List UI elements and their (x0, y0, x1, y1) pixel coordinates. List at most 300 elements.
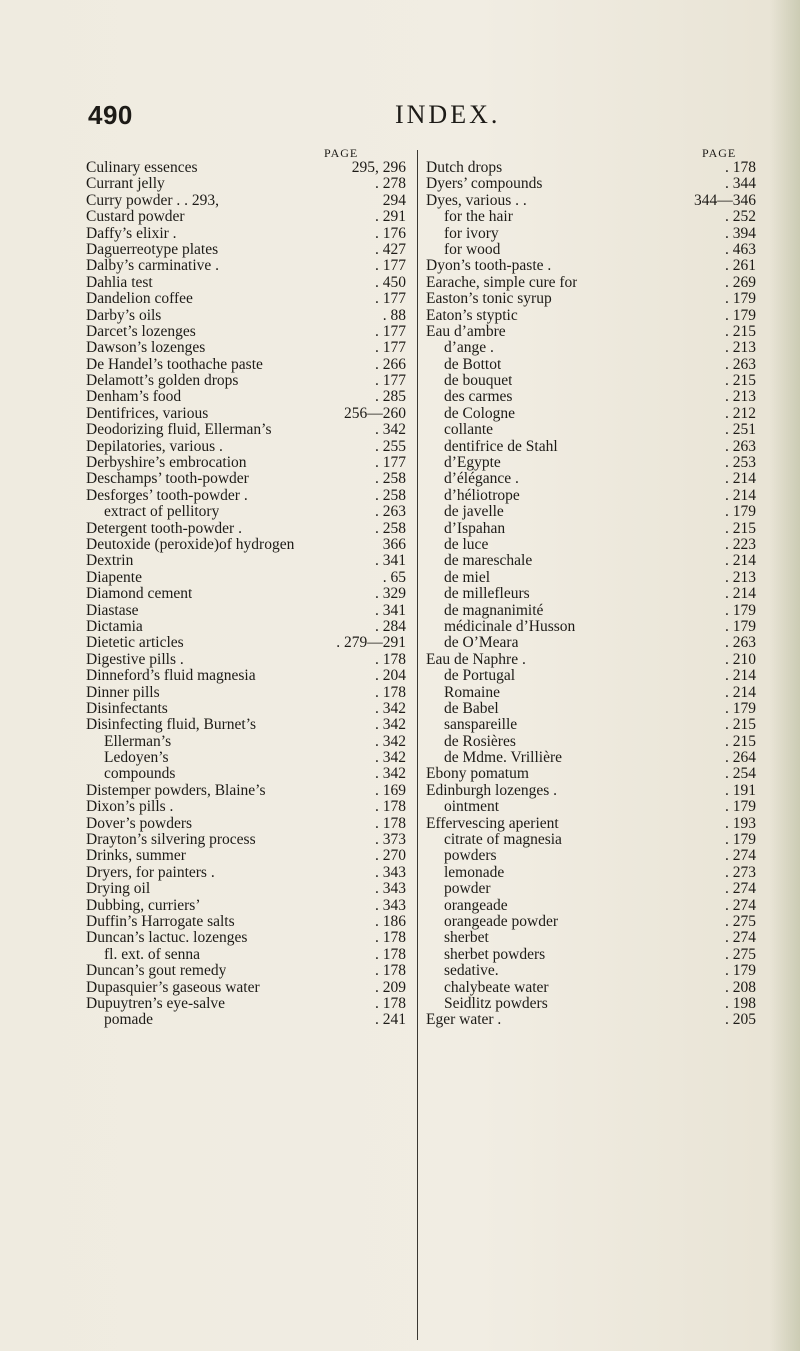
entry-term: de Babel (444, 700, 499, 717)
entry-page: . 179 (725, 290, 756, 308)
index-entry (426, 881, 756, 897)
entry-page: 294 (382, 191, 406, 209)
entry-term: lemonade (444, 864, 505, 881)
entry-page: . 342 (375, 699, 406, 717)
entry-term: Earache, simple cure for (426, 274, 578, 291)
index-entry (86, 504, 406, 520)
entry-term: Desforges’ tooth-powder . (86, 487, 248, 504)
index-entry (426, 488, 756, 504)
entry-term: Dalby’s carminative . (86, 258, 219, 275)
entry-page: . 263 (725, 355, 756, 373)
entry-term: Depilatories, various . (86, 438, 223, 455)
entry-page: . 342 (375, 765, 406, 783)
entry-page: . 179 (725, 798, 756, 816)
index-entry (86, 209, 406, 225)
entry-term: orangeade powder (444, 913, 559, 930)
index-entry (86, 373, 406, 389)
index-entry (426, 439, 756, 455)
entry-page: . 215 (725, 716, 756, 734)
page-label: PAGE (702, 146, 737, 160)
index-entry (426, 963, 756, 979)
entry-page: . 241 (375, 1011, 406, 1029)
index-entry (426, 586, 756, 602)
entry-page: . 213 (725, 388, 756, 406)
entry-page: . 214 (725, 683, 756, 701)
entry-page: . 177 (375, 372, 406, 390)
entry-page: . 343 (375, 880, 406, 898)
entry-page: . 204 (375, 667, 406, 685)
index-entry (426, 422, 756, 438)
entry-page: . 343 (375, 896, 406, 914)
entry-term: Darcet’s lozenges (86, 323, 196, 340)
index-entry (426, 701, 756, 717)
entry-term: Custard powder (86, 209, 185, 226)
index-entry (426, 717, 756, 733)
entry-term: Dictamia (86, 618, 143, 635)
entry-term: Disinfecting fluid, Burnet’s (86, 717, 257, 734)
entry-page: . 177 (375, 454, 406, 472)
index-entry (426, 226, 756, 242)
index-entry (86, 308, 406, 324)
entry-page: . 214 (725, 552, 756, 570)
entry-page: . 178 (725, 159, 756, 176)
entry-term: de Mdme. Vrillière (444, 750, 563, 767)
entry-page: . 214 (725, 470, 756, 488)
running-title: INDEX. (395, 100, 501, 129)
index-entry (86, 521, 406, 537)
entry-term: Dubbing, curriers’ (86, 897, 201, 914)
entry-page: . 209 (375, 978, 406, 996)
entry-term: Dextrin (86, 553, 134, 570)
entry-term: pomade (104, 1012, 154, 1029)
index-entry (86, 963, 406, 979)
entry-term: des carmes (444, 389, 513, 406)
index-entry (86, 914, 406, 930)
index-entry (426, 373, 756, 389)
entry-term: Dyers’ compounds (426, 176, 543, 193)
index-entry (86, 553, 406, 569)
index-entry (426, 980, 756, 996)
index-entry (426, 406, 756, 422)
entry-page: . 212 (725, 404, 756, 422)
entry-page: . 198 (725, 994, 756, 1012)
entry-term: Diapente (86, 569, 142, 586)
entry-page: . 179 (725, 306, 756, 324)
index-entry (426, 619, 756, 635)
index-entry (86, 291, 406, 307)
entry-page: . 215 (725, 732, 756, 750)
entry-term: sherbet powders (444, 946, 546, 963)
entry-list (86, 160, 406, 1029)
entry-term: d’Ispahan (444, 520, 506, 537)
entry-page: . 263 (375, 503, 406, 521)
index-entry (86, 488, 406, 504)
entry-page: . 274 (725, 880, 756, 898)
entry-page: . 179 (725, 503, 756, 521)
entry-page: . 177 (375, 290, 406, 308)
entry-page: . 264 (725, 749, 756, 767)
index-entry (426, 209, 756, 225)
index-entry (426, 668, 756, 684)
entry-term: Dryers, for painters . (86, 864, 215, 881)
entry-term: Eau d’ambre (426, 323, 506, 340)
entry-page: . 178 (375, 798, 406, 816)
entry-page: . 270 (375, 847, 406, 865)
entry-page: . 284 (375, 617, 406, 635)
entry-page: . 254 (725, 765, 756, 783)
entry-term: Dutch drops (426, 160, 503, 176)
entry-page: . 251 (725, 421, 756, 439)
index-entry (426, 324, 756, 340)
index-entry (426, 898, 756, 914)
index-entry (86, 881, 406, 897)
entry-page: . 214 (725, 486, 756, 504)
entry-page: . 253 (725, 454, 756, 472)
index-entry (86, 898, 406, 914)
entry-term: Eaton’s styptic (426, 307, 518, 324)
entry-term: Dyes, various . . (426, 192, 527, 209)
index-entry (426, 242, 756, 258)
entry-term: Dentifrices, various (86, 405, 209, 422)
index-entry (426, 308, 756, 324)
entry-page: . 178 (375, 994, 406, 1012)
index-column-left (86, 146, 406, 1029)
entry-page: . 263 (725, 437, 756, 455)
index-entry (426, 783, 756, 799)
index-entry (426, 521, 756, 537)
entry-page: 344—346 (694, 191, 756, 209)
entry-term: Ebony pomatum (426, 766, 529, 783)
entry-term: for wood (444, 241, 501, 258)
index-entry (426, 471, 756, 487)
entry-page: . 269 (725, 273, 756, 291)
entry-page: . 450 (375, 273, 406, 291)
entry-term: Dahlia test (86, 274, 153, 291)
entry-page: . 342 (375, 732, 406, 750)
entry-page: . 179 (725, 699, 756, 717)
index-entry (426, 160, 756, 176)
entry-term: Duffin’s Harrogate salts (86, 913, 235, 930)
entry-term: Dover’s powders (86, 815, 193, 832)
index-entry (426, 176, 756, 192)
entry-page: . 258 (375, 470, 406, 488)
index-entry (426, 258, 756, 274)
entry-term: Deutoxide (peroxide)of hydrogen (86, 536, 295, 553)
entry-term: Detergent tooth-powder . (86, 520, 242, 537)
page-edge-shadow (770, 0, 800, 1351)
entry-term: Deschamps’ tooth-powder (86, 471, 249, 488)
entry-term: De Handel’s toothache paste (86, 356, 263, 373)
index-entry (426, 537, 756, 553)
entry-page: . 177 (375, 339, 406, 357)
index-entry (426, 291, 756, 307)
entry-term: Duncan’s lactuc. lozenges (86, 930, 248, 947)
entry-term: Curry powder . . 293, (86, 192, 220, 209)
entry-page: . 394 (725, 224, 756, 242)
entry-term: d’ange . (444, 340, 494, 357)
entry-page: . 343 (375, 863, 406, 881)
entry-term: Dandelion coffee (86, 291, 193, 308)
index-entry (86, 455, 406, 471)
index-entry (426, 914, 756, 930)
entry-term: Dawson’s lozenges (86, 340, 206, 357)
entry-term: Duncan’s gout remedy (86, 963, 227, 980)
entry-page: . 223 (725, 535, 756, 553)
index-entry (426, 832, 756, 848)
entry-page: . 252 (725, 208, 756, 226)
entry-term: de Rosières (444, 733, 516, 750)
entry-term: de millefleurs (444, 586, 530, 603)
index-entry (426, 930, 756, 946)
index-entry (86, 668, 406, 684)
index-entry (426, 799, 756, 815)
index-entry (426, 652, 756, 668)
entry-term: ointment (444, 799, 500, 816)
entry-term: de Portugal (444, 668, 516, 685)
entry-term: fl. ext. of senna (104, 946, 200, 963)
entry-page: . 178 (375, 650, 406, 668)
entry-term: citrate of magnesia (444, 832, 562, 849)
index-entry (86, 258, 406, 274)
index-entry (86, 701, 406, 717)
index-entry (426, 570, 756, 586)
index-entry (86, 783, 406, 799)
index-entry (86, 357, 406, 373)
entry-page: . 266 (375, 355, 406, 373)
entry-term: Diamond cement (86, 586, 193, 603)
entry-term: Digestive pills . (86, 651, 184, 668)
entry-page: . 88 (382, 306, 406, 324)
entry-page: . 179 (725, 962, 756, 980)
index-entry (86, 406, 406, 422)
entry-term: sedative. (444, 963, 499, 980)
entry-term: Dietetic articles (86, 635, 184, 652)
index-entry (426, 816, 756, 832)
column-header (86, 146, 406, 160)
index-entry (426, 603, 756, 619)
entry-term: Dixon’s pills . (86, 799, 174, 816)
entry-term: de miel (444, 569, 491, 586)
entry-term: de bouquet (444, 373, 513, 390)
entry-term: de O’Meara (444, 635, 519, 652)
index-entry (86, 717, 406, 733)
entry-term: d’Egypte (444, 455, 501, 472)
index-entry (426, 504, 756, 520)
entry-page: . 278 (375, 175, 406, 193)
entry-page: . 65 (382, 568, 406, 586)
entry-page: . 279—291 (336, 634, 406, 652)
entry-page: . 215 (725, 322, 756, 340)
entry-page: . 291 (375, 208, 406, 226)
index-entry (86, 734, 406, 750)
entry-page: . 329 (375, 585, 406, 603)
entry-term: dentifrice de Stahl (444, 438, 558, 455)
entry-term: Deodorizing fluid, Ellerman’s (86, 422, 272, 439)
entry-page: . 193 (725, 814, 756, 832)
entry-term: Ledoyen’s (104, 750, 169, 767)
index-entry (86, 340, 406, 356)
entry-page: . 186 (375, 912, 406, 930)
entry-term: médicinale d’Husson (444, 618, 576, 635)
page-header (0, 100, 800, 140)
index-entry (86, 422, 406, 438)
entry-page: . 258 (375, 486, 406, 504)
entry-term: compounds (104, 766, 176, 783)
entry-page: . 258 (375, 519, 406, 537)
entry-page: . 273 (725, 863, 756, 881)
entry-term: Eger water . (426, 1012, 502, 1029)
entry-page: . 169 (375, 781, 406, 799)
entry-page: 295, 296 (351, 159, 406, 176)
index-entry (86, 226, 406, 242)
entry-term: Drayton’s silvering process (86, 832, 256, 849)
index-entry (426, 750, 756, 766)
index-entry (86, 439, 406, 455)
entry-page: 256—260 (344, 404, 406, 422)
index-entry (426, 635, 756, 651)
entry-page: . 179 (725, 831, 756, 849)
entry-page: . 176 (375, 224, 406, 242)
entry-page: . 178 (375, 683, 406, 701)
entry-term: Culinary essences (86, 160, 198, 176)
entry-page: . 342 (375, 421, 406, 439)
index-entry (426, 848, 756, 864)
index-entry (86, 652, 406, 668)
entry-term: Drying oil (86, 881, 151, 898)
index-entry (86, 471, 406, 487)
entry-term: de Cologne (444, 405, 516, 422)
entry-list (426, 160, 756, 1029)
entry-term: d’héliotrope (444, 487, 520, 504)
entry-page: . 344 (725, 175, 756, 193)
index-entry (86, 324, 406, 340)
entry-term: de Bottot (444, 356, 502, 373)
entry-page: . 274 (725, 929, 756, 947)
index-entry (86, 619, 406, 635)
index-entry (86, 930, 406, 946)
entry-term: Diastase (86, 602, 139, 619)
index-entry (426, 685, 756, 701)
entry-term: Eau de Naphre . (426, 651, 526, 668)
index-entry (426, 865, 756, 881)
index-entry (86, 570, 406, 586)
entry-term: Drinks, summer (86, 848, 186, 865)
index-entry (426, 734, 756, 750)
entry-term: for the hair (444, 209, 513, 226)
entry-page: . 179 (725, 617, 756, 635)
index-entry (86, 603, 406, 619)
entry-term: Distemper powders, Blaine’s (86, 782, 266, 799)
entry-term: d’élégance . (444, 471, 519, 488)
index-column-right (426, 146, 756, 1029)
entry-term: Daguerreotype plates (86, 241, 219, 258)
entry-term: Derbyshire’s embrocation (86, 455, 247, 472)
entry-term: Currant jelly (86, 176, 165, 193)
entry-page: 366 (382, 535, 406, 553)
column-divider (417, 150, 418, 1340)
index-entry (86, 848, 406, 864)
entry-page: . 274 (725, 847, 756, 865)
entry-term: chalybeate water (444, 979, 549, 996)
index-entry (426, 357, 756, 373)
entry-term: powders (444, 848, 497, 865)
index-entry (426, 340, 756, 356)
index-entry (426, 275, 756, 291)
index-entry (426, 1012, 756, 1028)
index-entry (86, 1012, 406, 1028)
entry-page: . 178 (375, 962, 406, 980)
entry-page: . 214 (725, 585, 756, 603)
entry-page: . 275 (725, 912, 756, 930)
entry-page: . 373 (375, 831, 406, 849)
entry-page: . 177 (375, 322, 406, 340)
entry-term: Seidlitz powders (444, 995, 548, 1012)
entry-term: extract of pellitory (104, 504, 220, 521)
entry-page: . 341 (375, 552, 406, 570)
entry-term: powder (444, 881, 491, 898)
entry-term: Darby’s oils (86, 307, 162, 324)
entry-term: de mareschale (444, 553, 533, 570)
entry-page: . 177 (375, 257, 406, 275)
entry-page: . 210 (725, 650, 756, 668)
index-entry (86, 160, 406, 176)
index-entry (426, 996, 756, 1012)
entry-page: . 178 (375, 929, 406, 947)
entry-page: . 213 (725, 339, 756, 357)
index-entry (86, 865, 406, 881)
column-header (426, 146, 756, 160)
index-entry (86, 816, 406, 832)
entry-page: . 178 (375, 814, 406, 832)
entry-term: collante (444, 422, 494, 439)
index-entry (86, 537, 406, 553)
entry-term: sherbet (444, 930, 489, 947)
entry-page: . 178 (375, 945, 406, 963)
index-entry (426, 553, 756, 569)
index-entry (86, 766, 406, 782)
entry-term: Romaine (444, 684, 500, 701)
index-entry (86, 176, 406, 192)
entry-term: Edinburgh lozenges . (426, 782, 558, 799)
index-entry (426, 766, 756, 782)
entry-page: . 275 (725, 945, 756, 963)
entry-term: Dupasquier’s gaseous water (86, 979, 260, 996)
page-label: PAGE (324, 146, 359, 160)
entry-page: . 214 (725, 667, 756, 685)
entry-term: for ivory (444, 225, 499, 242)
index-entry (86, 193, 406, 209)
entry-page: . 341 (375, 601, 406, 619)
index-entry (426, 193, 756, 209)
entry-page: . 208 (725, 978, 756, 996)
entry-page: . 179 (725, 601, 756, 619)
entry-page: . 255 (375, 437, 406, 455)
index-entry (86, 980, 406, 996)
index-entry (86, 996, 406, 1012)
entry-page: . 191 (725, 781, 756, 799)
entry-term: Dupuytren’s eye-salve (86, 995, 226, 1012)
entry-page: . 463 (725, 240, 756, 258)
index-entry (86, 389, 406, 405)
entry-page: . 261 (725, 257, 756, 275)
entry-term: Dinneford’s fluid magnesia (86, 668, 256, 685)
index-entry (426, 947, 756, 963)
entry-term: Ellerman’s (104, 733, 172, 750)
index-entry (86, 947, 406, 963)
entry-term: Easton’s tonic syrup (426, 291, 552, 308)
index-entry (86, 242, 406, 258)
entry-page: . 285 (375, 388, 406, 406)
